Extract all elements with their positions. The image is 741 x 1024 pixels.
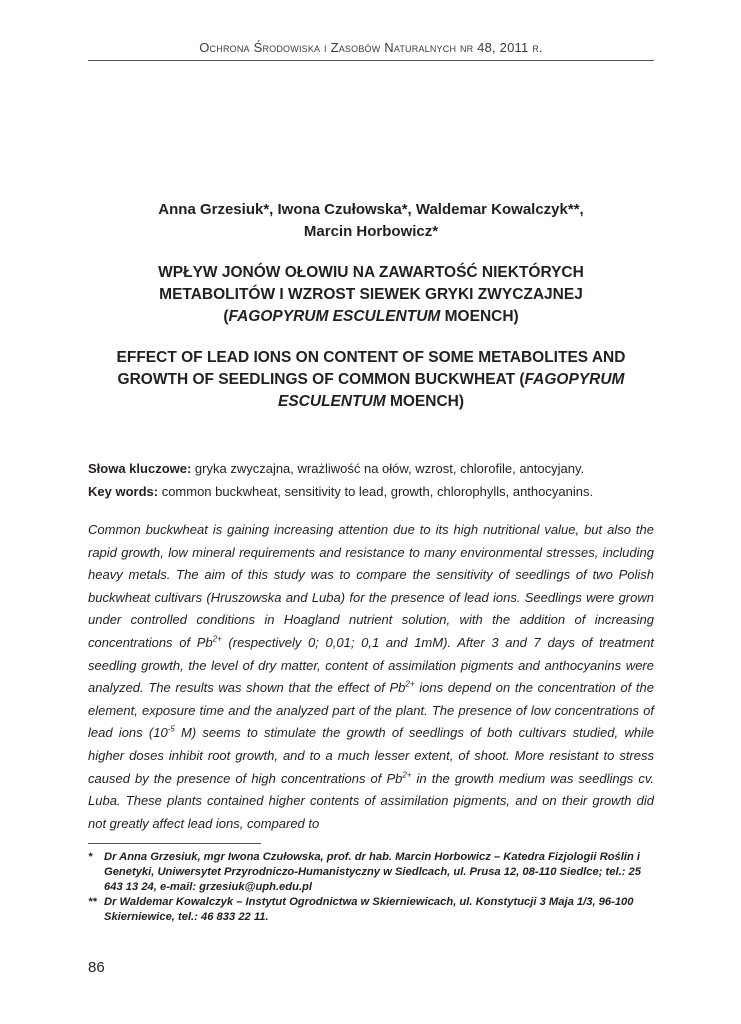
keywords-pl-text: gryka zwyczajna, wrażliwość na ołów, wzrost, chlorofile, antocyjany. [191, 461, 585, 476]
keywords-pl-label: Słowa kluczowe: [88, 461, 192, 476]
title-en-authority: MOENCH) [385, 393, 464, 410]
footnote-2-mark: ** [88, 896, 97, 908]
footnote-1-mark: * [88, 851, 93, 863]
footnote-1-text: Dr Anna Grzesiuk, mgr Iwona Czułowska, prof. dr hab. Marcin Horbowicz – Katedra Fizjologii Roślin i Genetyki, Uniwersytet Przyrodniczo-Humanistyczny w Siedlcach, ul. Prusa 12, 08-110 Siedlce; tel.: 25 643 13 24, e-mail: grzesiuk@uph.edu.pl [104, 851, 641, 893]
footnotes [88, 850, 654, 925]
abstract-part-2: (respectively 0; 0,01; 0,1 and 1mM). After 3 and 7 days of treatment seedling growth, the level of dry matter, content of assimilation pigments and anthocyanins were analyzed. The results was shown that the effect of Pb [88, 634, 654, 696]
title-en-species: ESCULENTUM [278, 393, 386, 410]
title-pl-authority: MOENCH) [440, 308, 519, 325]
authors-line-1: Anna Grzesiuk*, Iwona Czułowska*, Waldemar Kowalczyk**, [158, 201, 584, 218]
keywords-en-text: common buckwheat, sensitivity to lead, growth, chlorophylls, anthocyanins. [158, 484, 594, 499]
title-en-genus: FAGOPYRUM [524, 371, 625, 388]
keywords-en-label: Key words: [88, 484, 159, 499]
abstract-sup-4: 2+ [402, 770, 412, 780]
abstract-part-1: Common buckwheat is gaining increasing attention due to its high nutritional value, but also the rapid growth, low mineral requirements and resistance to many environmental stresses, including heavy metals. The aim of this study was to compare the sensitivity of seedlings of two Polish buckwheat cultivars (Hruszowska and Luba) for the presence of lead ions. Seedlings were grown under controlled conditions in Hoagland nutrient solution, with the addition of increasing concentrations of Pb [88, 522, 654, 650]
keywords-polish [88, 457, 654, 480]
title-en-line-2 [88, 369, 654, 391]
footnote-1 [88, 850, 654, 895]
title-english [88, 347, 654, 413]
title-pl-line-1: WPŁYW JONÓW OŁOWIU NA ZAWARTOŚĆ NIEKTÓRYCH [158, 264, 584, 281]
authors [88, 199, 654, 243]
footnote-rule [88, 843, 261, 844]
abstract-sup-2: 2+ [405, 679, 415, 689]
abstract-part-3: ions depend on the concentration of the element, exposure time and the analyzed part of the plant. The presence of low concentrations of lead ions (10 [88, 680, 654, 741]
abstract-sup-1: 2+ [212, 634, 222, 644]
keywords-english [88, 480, 654, 503]
authors-line-2: Marcin Horbowicz* [303, 223, 439, 240]
title-en-line-1: EFFECT OF LEAD IONS ON CONTENT OF SOME METABOLITES AND [116, 349, 626, 366]
keywords [88, 457, 654, 503]
title-pl-species: FAGOPYRUM ESCULENTUM [228, 308, 441, 325]
title-en-line-3 [88, 391, 654, 413]
abstract [88, 519, 654, 835]
abstract-part-4: M) seems to stimulate the growth of seedlings of both cultivars studied, while higher doses inhibit root growth, and to a much lesser extent, of shoot. More resistant to stress caused by the presence of high concentrations of Pb [88, 725, 654, 786]
title-en-line-2-text: GROWTH OF SEEDLINGS OF COMMON BUCKWHEAT ( [117, 371, 525, 388]
running-head: Ochrona Środowiska i Zasobów Naturalnych nr 48, 2011 r. [199, 40, 543, 55]
title-pl-line-3 [88, 306, 654, 328]
title-pl-line-2: METABOLITÓW I WZROST SIEWEK GRYKI ZWYCZAJNEJ [159, 286, 583, 303]
abstract-part-5: in the growth medium was seedlings cv. Luba. These plants contained higher contents of assimilation pigments, and on their growth did not greatly affect lead ions, compared to [88, 770, 655, 831]
title-pl-paren: ( [223, 308, 229, 325]
abstract-sup-3: -5 [167, 725, 175, 735]
footnote-2-text: Dr Waldemar Kowalczyk – Instytut Ogrodnictwa w Skierniewicach, ul. Konstytucji 3 Maja 1/3, 96-100 Skierniewice, tel.: 46 833 22 11. [104, 896, 634, 923]
page-number: 86 [88, 959, 105, 976]
title-polish [88, 262, 654, 328]
header-rule [88, 60, 654, 61]
footnote-2 [88, 895, 654, 925]
